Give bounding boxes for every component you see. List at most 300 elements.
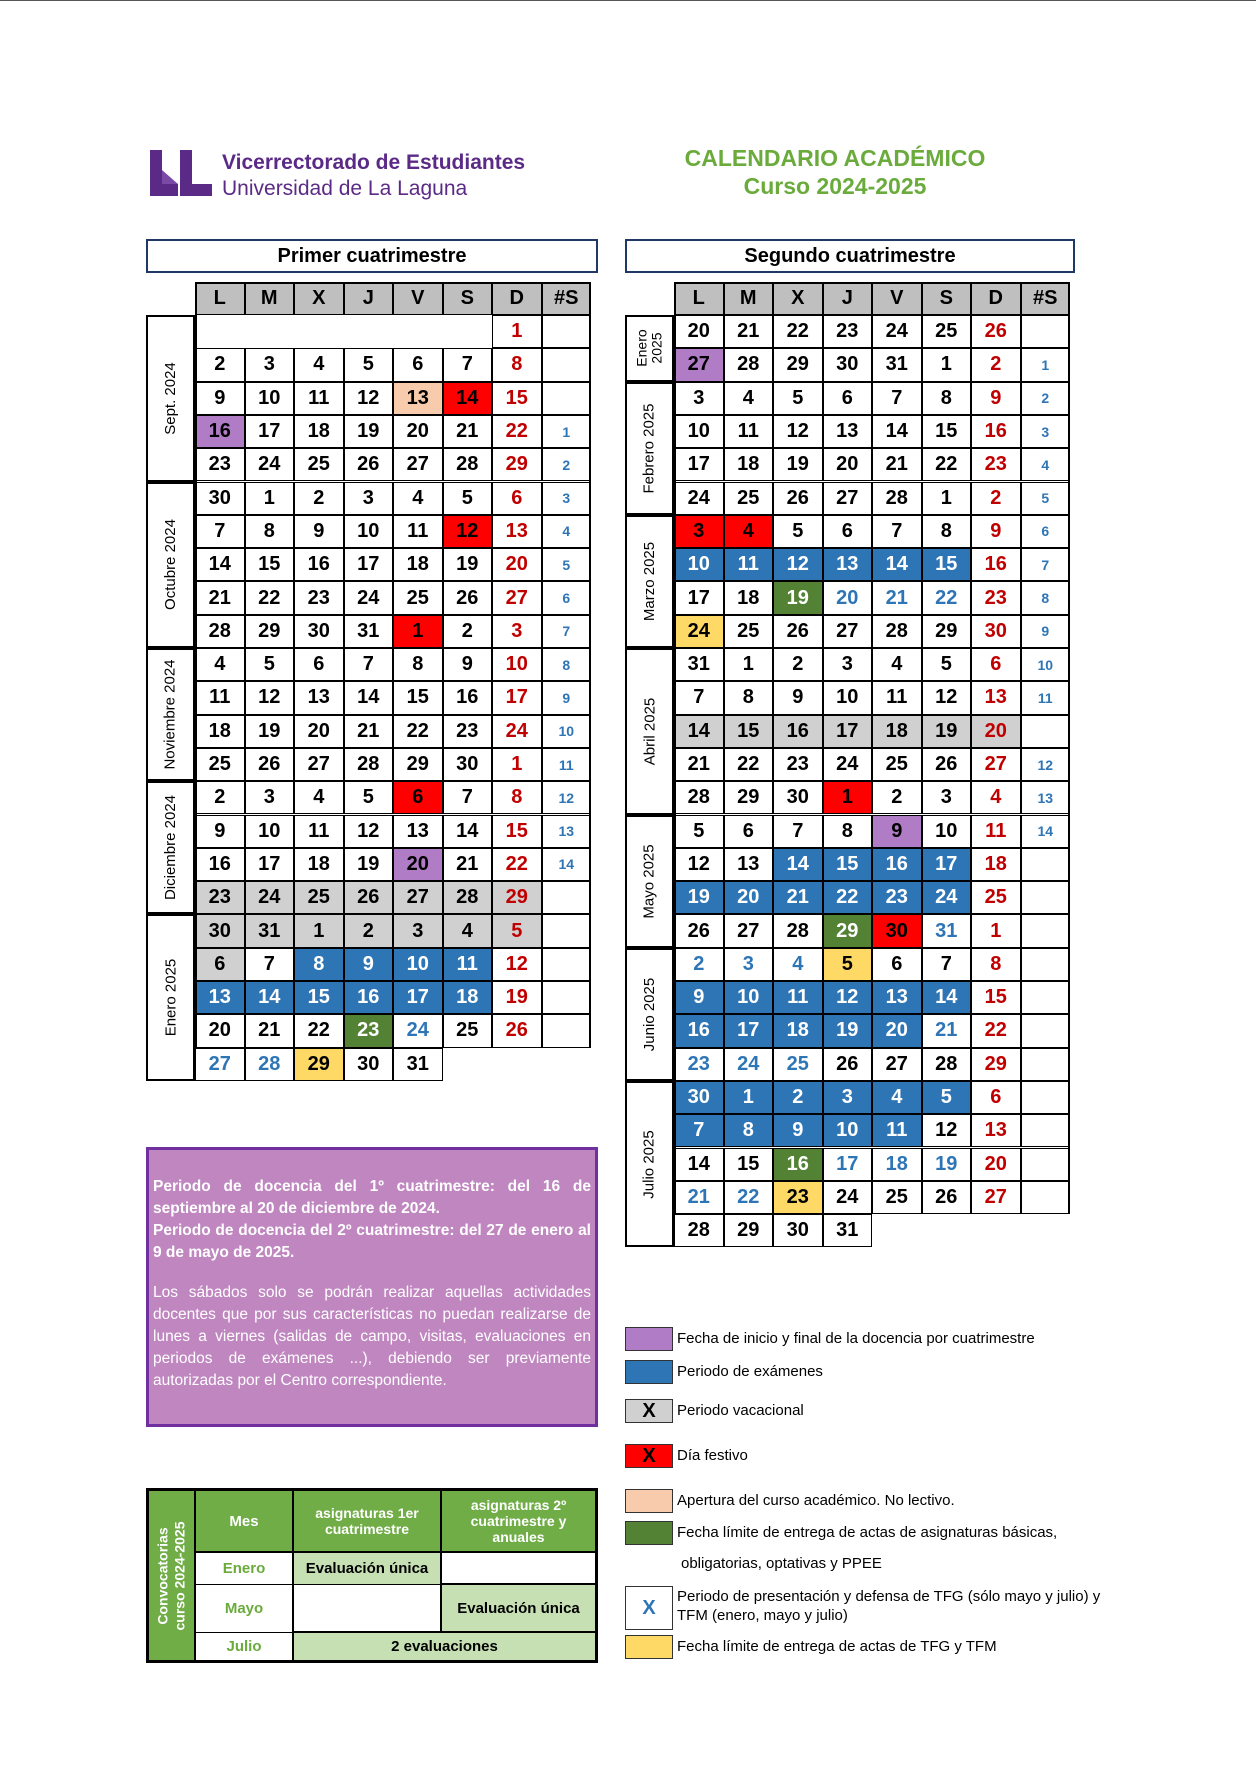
day-cell: 28 (773, 914, 823, 947)
day-cell: 27 (724, 914, 774, 947)
day-cell: 2 (872, 781, 922, 814)
week-number: 3 (1021, 415, 1071, 448)
day-cell: 8 (971, 948, 1021, 981)
week-number: 7 (542, 615, 592, 648)
day-cell: 2 (773, 648, 823, 681)
day-cell: 8 (492, 781, 542, 814)
day-cell: 30 (823, 348, 873, 381)
week-number: 4 (542, 515, 592, 548)
month-label (146, 315, 195, 482)
legend-swatch-peach (625, 1489, 673, 1513)
week-number: 8 (542, 648, 592, 681)
convocatorias-side-label (149, 1491, 196, 1660)
day-cell: 20 (294, 715, 344, 748)
day-cell: 5 (823, 948, 873, 981)
day-cell: 15 (724, 715, 774, 748)
day-cell: 16 (195, 848, 245, 881)
day-cell: 6 (971, 1081, 1021, 1114)
day-cell: 5 (773, 382, 823, 415)
month-label-text: Enero 2025 (633, 329, 665, 367)
day-header: J (344, 282, 394, 315)
week-number: 12 (1021, 748, 1071, 781)
day-cell: 28 (872, 482, 922, 515)
day-cell: 4 (294, 781, 344, 814)
day-cell: 12 (492, 948, 542, 981)
month-label-text: Abril 2025 (641, 697, 659, 766)
month-label (625, 948, 674, 1081)
day-cell: 25 (294, 448, 344, 481)
day-cell: 13 (195, 981, 245, 1014)
day-cell: 8 (922, 515, 972, 548)
row-julio-merged: 2 evaluaciones (294, 1633, 595, 1660)
day-cell: 2 (773, 1081, 823, 1114)
day-cell: 23 (971, 448, 1021, 481)
day-cell: 4 (195, 648, 245, 681)
day-cell: 6 (393, 348, 443, 381)
week-number (1021, 1148, 1071, 1181)
legend-text: Fecha de inicio y final de la docencia por cuatrimestre (677, 1330, 1035, 1347)
day-cell: 22 (922, 581, 972, 614)
page-title: CALENDARIO ACADÉMICO (684, 145, 986, 171)
day-cell: 6 (492, 482, 542, 515)
day-cell: 26 (922, 1181, 972, 1214)
day-cell: 16 (773, 1148, 823, 1181)
legend-text: Periodo de exámenes (677, 1363, 823, 1380)
day-cell: 24 (823, 1181, 873, 1214)
day-cell: 26 (971, 315, 1021, 348)
day-cell: 26 (674, 914, 724, 947)
day-cell: 18 (872, 1148, 922, 1181)
month-label (625, 1081, 674, 1248)
day-cell: 23 (344, 1014, 394, 1047)
day-cell: 19 (773, 448, 823, 481)
week-number: 12 (542, 781, 592, 814)
month-label-text: Enero 2025 (162, 958, 180, 1037)
day-cell: 1 (922, 348, 972, 381)
day-cell: 17 (823, 1148, 873, 1181)
day-cell: 12 (344, 382, 394, 415)
day-cell: 1 (724, 648, 774, 681)
day-cell: 14 (872, 548, 922, 581)
day-cell: 18 (443, 981, 493, 1014)
week-number (542, 1014, 592, 1047)
col-first-sem-header: asignaturas 1er cuatrimestre (294, 1491, 442, 1553)
day-cell: 14 (674, 715, 724, 748)
day-cell: 7 (195, 515, 245, 548)
week-number: 6 (1021, 515, 1071, 548)
day-cell: 12 (245, 681, 295, 714)
day-cell: 16 (443, 681, 493, 714)
row-mayo-mes: Mayo (196, 1585, 294, 1633)
day-cell: 19 (922, 1148, 972, 1181)
day-cell: 29 (773, 348, 823, 381)
day-cell: 19 (674, 881, 724, 914)
day-header: X (294, 282, 344, 315)
week-number (542, 881, 592, 914)
day-cell: 14 (245, 981, 295, 1014)
day-cell: 26 (344, 448, 394, 481)
note-second-semester: Periodo de docencia del 2º cuatrimestre: del 27 de enero al 9 de mayo de 2025. (153, 1222, 591, 1261)
week-number: 10 (542, 715, 592, 748)
day-cell: 12 (674, 848, 724, 881)
week-number: 6 (542, 581, 592, 614)
day-cell: 2 (294, 482, 344, 515)
week-number: 1 (542, 415, 592, 448)
day-cell: 9 (773, 681, 823, 714)
day-cell: 13 (492, 515, 542, 548)
day-header: S (443, 282, 493, 315)
day-cell: 8 (724, 681, 774, 714)
note-saturdays: Los sábados solo se podrán realizar aquellas actividades docentes que por sus características no puedan realizarse de lunes a viernes (salidas de campo, visitas, evaluaciones en periodos de exámenes ...), debiendo ser previamente autorizadas por el Centro correspondiente. (153, 1284, 591, 1389)
day-cell: 30 (773, 781, 823, 814)
day-cell: 11 (724, 415, 774, 448)
day-cell: 13 (294, 681, 344, 714)
day-cell: 5 (922, 648, 972, 681)
month-label (625, 515, 674, 648)
day-cell: 14 (344, 681, 394, 714)
day-cell: 14 (773, 848, 823, 881)
day-cell: 24 (245, 881, 295, 914)
week-number (1021, 315, 1071, 348)
note-first-semester: Periodo de docencia del 1º cuatrimestre: del 16 de septiembre al 20 de diciembre de 2024. (153, 1178, 591, 1217)
legend-text: Fecha límite de entrega de actas de asignaturas básicas, (677, 1524, 1058, 1541)
day-cell: 9 (971, 515, 1021, 548)
row-enero-mes: Enero (196, 1553, 294, 1585)
day-header: L (674, 282, 724, 315)
day-cell: 3 (823, 648, 873, 681)
day-cell: 30 (872, 914, 922, 947)
day-cell: 1 (245, 482, 295, 515)
day-cell: 1 (294, 914, 344, 947)
day-cell: 19 (245, 715, 295, 748)
week-number: 9 (1021, 615, 1071, 648)
day-cell: 17 (344, 548, 394, 581)
day-cell: 10 (674, 415, 724, 448)
day-cell: 11 (294, 815, 344, 848)
day-cell: 18 (195, 715, 245, 748)
week-number: 11 (542, 748, 592, 781)
day-cell: 26 (344, 881, 394, 914)
side-label-line2: curso 2024-2025 (171, 1521, 188, 1630)
day-cell: 22 (922, 448, 972, 481)
day-cell: 14 (922, 981, 972, 1014)
day-cell: 6 (294, 648, 344, 681)
semester1-title: Primer cuatrimestre (146, 239, 598, 273)
day-cell: 4 (872, 1081, 922, 1114)
teaching-periods-note (146, 1147, 598, 1427)
month-label-text: Junio 2025 (641, 977, 658, 1051)
week-number: 5 (1021, 482, 1071, 515)
day-cell: 20 (674, 315, 724, 348)
day-cell: 12 (922, 1114, 972, 1147)
day-cell: 22 (393, 715, 443, 748)
legend-text-cont: obligatorias, optativas y PPEE (681, 1555, 882, 1572)
month-label-text: Mayo 2025 (641, 843, 658, 919)
day-cell: 30 (294, 615, 344, 648)
day-cell: 20 (823, 448, 873, 481)
day-cell: 24 (823, 748, 873, 781)
day-cell: 11 (773, 981, 823, 1014)
week-number: 7 (1021, 548, 1071, 581)
day-cell: 28 (195, 615, 245, 648)
day-cell: 13 (393, 815, 443, 848)
week-number: 14 (542, 848, 592, 881)
day-cell: 9 (443, 648, 493, 681)
month-label-text: Marzo 2025 (641, 541, 658, 621)
row-enero-c2 (442, 1553, 595, 1585)
day-cell: 11 (195, 681, 245, 714)
day-cell: 4 (393, 482, 443, 515)
day-cell: 10 (245, 382, 295, 415)
week-number (542, 914, 592, 947)
day-cell: 3 (245, 348, 295, 381)
day-cell: 3 (393, 914, 443, 947)
day-cell: 22 (724, 1181, 774, 1214)
day-cell: 19 (773, 581, 823, 614)
week-number (1021, 1048, 1071, 1081)
week-number: 8 (1021, 581, 1071, 614)
month-label-text: Febrero 2025 (641, 403, 658, 494)
day-cell: 27 (823, 615, 873, 648)
day-cell: 17 (393, 981, 443, 1014)
day-cell: 2 (195, 348, 245, 381)
day-cell: 20 (971, 1148, 1021, 1181)
day-cell: 17 (245, 415, 295, 448)
day-cell: 12 (773, 415, 823, 448)
day-header: M (724, 282, 774, 315)
day-cell: 21 (195, 581, 245, 614)
month-label-text: Julio 2025 (641, 1129, 659, 1199)
day-cell: 3 (823, 1081, 873, 1114)
day-cell: 10 (724, 981, 774, 1014)
day-cell: 22 (492, 848, 542, 881)
day-cell: 10 (922, 815, 972, 848)
semester2-title: Segundo cuatrimestre (625, 239, 1075, 273)
day-cell: 26 (773, 482, 823, 515)
day-cell: 21 (443, 415, 493, 448)
day-cell: 11 (393, 515, 443, 548)
day-cell: 7 (443, 781, 493, 814)
day-cell: 8 (492, 348, 542, 381)
day-cell: 23 (443, 715, 493, 748)
day-header: S (922, 282, 972, 315)
day-cell: 9 (344, 948, 394, 981)
day-cell: 28 (724, 348, 774, 381)
day-cell: 15 (922, 548, 972, 581)
day-cell: 3 (245, 781, 295, 814)
day-cell: 27 (393, 881, 443, 914)
day-cell: 15 (245, 548, 295, 581)
day-cell: 24 (872, 315, 922, 348)
week-number: 11 (1021, 681, 1071, 714)
day-cell: 31 (245, 914, 295, 947)
day-cell: 21 (344, 715, 394, 748)
day-header: M (245, 282, 295, 315)
day-cell: 25 (971, 881, 1021, 914)
day-cell: 25 (872, 748, 922, 781)
day-cell: 7 (773, 815, 823, 848)
day-cell: 21 (872, 448, 922, 481)
day-cell: 5 (492, 914, 542, 947)
day-cell: 11 (872, 681, 922, 714)
day-cell: 12 (773, 548, 823, 581)
day-cell: 5 (922, 1081, 972, 1114)
day-cell: 24 (245, 448, 295, 481)
day-cell: 10 (245, 815, 295, 848)
month-label (625, 382, 674, 515)
day-cell: 25 (393, 581, 443, 614)
legend-text-cont: TFM (enero, mayo y julio) (677, 1607, 848, 1624)
day-cell: 11 (971, 815, 1021, 848)
top-border (0, 0, 1256, 1)
day-cell: 20 (492, 548, 542, 581)
day-cell: 9 (971, 382, 1021, 415)
day-cell: 28 (674, 1214, 724, 1247)
day-cell: 31 (872, 348, 922, 381)
day-cell: 4 (443, 914, 493, 947)
legend-swatch-blue (625, 1360, 673, 1384)
month-label-text: Sept. 2024 (162, 361, 179, 435)
day-cell: 28 (443, 448, 493, 481)
day-cell: 10 (492, 648, 542, 681)
day-cell: 1 (393, 615, 443, 648)
day-cell: 5 (245, 648, 295, 681)
day-cell: 30 (971, 615, 1021, 648)
day-cell: 1 (724, 1081, 774, 1114)
legend-text: Apertura del curso académico. No lectivo. (677, 1492, 955, 1509)
week-number: 2 (542, 448, 592, 481)
day-cell: 27 (195, 1048, 245, 1081)
day-cell: 8 (294, 948, 344, 981)
day-cell: 24 (724, 1048, 774, 1081)
week-number (542, 981, 592, 1014)
day-cell: 14 (443, 382, 493, 415)
day-cell: 10 (674, 548, 724, 581)
day-cell: 11 (872, 1114, 922, 1147)
day-cell: 23 (971, 581, 1021, 614)
day-cell: 7 (674, 681, 724, 714)
col-mes-header: Mes (196, 1491, 294, 1553)
day-cell: 15 (492, 815, 542, 848)
day-cell: 16 (195, 415, 245, 448)
day-cell: 20 (872, 1014, 922, 1047)
week-number (1021, 1114, 1071, 1147)
day-cell: 30 (195, 914, 245, 947)
day-cell: 28 (674, 781, 724, 814)
day-cell: 10 (344, 515, 394, 548)
week-number: 3 (542, 482, 592, 515)
day-cell: 3 (674, 515, 724, 548)
day-cell: 15 (724, 1148, 774, 1181)
day-cell: 1 (492, 748, 542, 781)
day-cell: 31 (393, 1048, 443, 1081)
day-cell: 21 (674, 748, 724, 781)
day-cell: 16 (674, 1014, 724, 1047)
day-cell: 23 (195, 881, 245, 914)
day-cell: 22 (773, 315, 823, 348)
day-cell: 12 (823, 981, 873, 1014)
legend-swatch-red: X (625, 1444, 673, 1468)
day-cell: 20 (823, 581, 873, 614)
day-cell: 13 (393, 382, 443, 415)
day-cell: 8 (245, 515, 295, 548)
month-label (146, 914, 195, 1081)
legend-text: Periodo vacacional (677, 1402, 804, 1419)
day-cell: 24 (674, 615, 724, 648)
day-cell: 26 (443, 581, 493, 614)
day-cell: 1 (922, 482, 972, 515)
month-label (625, 648, 674, 815)
day-cell: 2 (674, 948, 724, 981)
day-cell: 23 (294, 581, 344, 614)
day-cell: 1 (492, 315, 542, 348)
day-cell: 26 (823, 1048, 873, 1081)
day-cell: 18 (872, 715, 922, 748)
day-cell: 23 (773, 748, 823, 781)
day-cell: 15 (393, 681, 443, 714)
day-cell: 23 (872, 881, 922, 914)
row-enero-c1: Evaluación única (294, 1553, 442, 1585)
row-mayo-c1 (294, 1585, 442, 1633)
week-number: 4 (1021, 448, 1071, 481)
day-cell: 22 (245, 581, 295, 614)
week-number (1021, 948, 1071, 981)
day-cell: 11 (443, 948, 493, 981)
day-cell: 29 (724, 1214, 774, 1247)
page-subtitle: Curso 2024-2025 (743, 173, 927, 199)
day-cell: 3 (724, 948, 774, 981)
day-header: #S (542, 282, 592, 315)
day-cell: 13 (971, 681, 1021, 714)
day-cell: 21 (443, 848, 493, 881)
day-cell: 18 (294, 415, 344, 448)
ull-logo-icon (150, 150, 212, 196)
day-cell: 3 (344, 482, 394, 515)
day-cell: 20 (393, 848, 443, 881)
day-cell: 1 (823, 781, 873, 814)
day-cell: 14 (674, 1148, 724, 1181)
day-cell: 7 (922, 948, 972, 981)
day-cell: 29 (724, 781, 774, 814)
legend-text: Día festivo (677, 1447, 748, 1464)
side-label-line1: Convocatorias (154, 1526, 171, 1625)
day-cell: 5 (773, 515, 823, 548)
legend-text: Fecha límite de entrega de actas de TFG y TFM (677, 1638, 997, 1655)
day-cell: 26 (492, 1014, 542, 1047)
col-second-sem-header: asignaturas 2º cuatrimestre y anuales (442, 1491, 595, 1553)
day-cell: 31 (823, 1214, 873, 1247)
day-cell: 5 (674, 815, 724, 848)
day-cell: 16 (294, 548, 344, 581)
day-cell: 29 (492, 881, 542, 914)
row-julio-mes: Julio (196, 1633, 294, 1660)
month-label-text: Noviembre 2024 (162, 659, 179, 770)
month-label (625, 815, 674, 948)
day-cell: 28 (443, 881, 493, 914)
week-number: 10 (1021, 648, 1071, 681)
week-number (1021, 914, 1071, 947)
day-cell: 3 (674, 382, 724, 415)
day-cell: 8 (823, 815, 873, 848)
day-cell: 20 (971, 715, 1021, 748)
day-cell: 17 (724, 1014, 774, 1047)
month-label-text: Diciembre 2024 (162, 795, 179, 901)
day-cell: 4 (773, 948, 823, 981)
day-cell: 16 (872, 848, 922, 881)
day-cell: 18 (773, 1014, 823, 1047)
row-mayo-c2: Evaluación única (442, 1585, 595, 1633)
day-cell: 22 (823, 881, 873, 914)
